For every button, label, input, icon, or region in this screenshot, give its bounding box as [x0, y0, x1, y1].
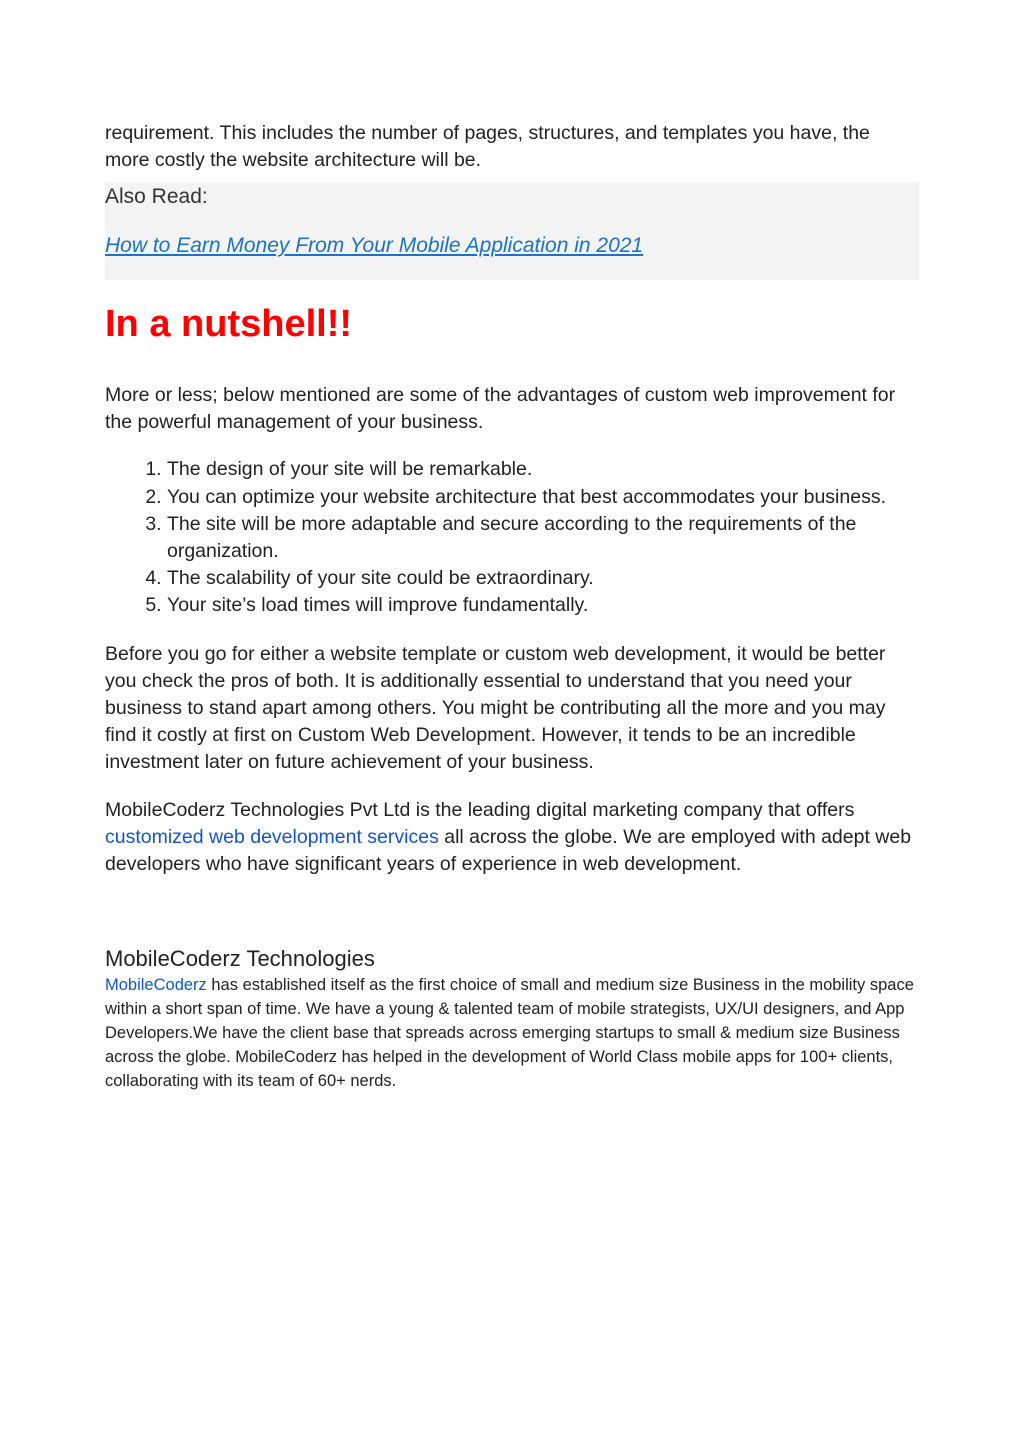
list-item: 4. The scalability of your site could be extraordinary.	[167, 565, 919, 592]
list-item: 5. Your site’s load times will improve fundamentally.	[167, 592, 919, 619]
company-paragraph-text-after: all across the globe. We are employed with adept web developers who have significant years of experience in web development.	[105, 825, 912, 876]
also-read-label: Also Read:	[105, 185, 208, 208]
list-item: 1. The design of your site will be remarkable.	[167, 456, 919, 483]
company-description-text: has established itself as the first choice of small and medium size Business in the mobility space within a short span of time. We have a young & talented team of mobile strategists, UX/UI designers, and App Developers.We have the client base that spreads across emerging startups to small & medium size Business across the globe. MobileCoderz has helped in the development of World Class mobile apps for 100+ clients, collaborating with its team of 60+ nerds.	[105, 976, 914, 1091]
also-read-link[interactable]: How to Earn Money From Your Mobile Application in 2021	[105, 234, 644, 257]
also-read-box	[105, 182, 919, 280]
company-paragraph	[105, 797, 919, 879]
company-description	[105, 973, 919, 1093]
list-item: 2. You can optimize your website architecture that best accommodates your business.	[167, 484, 919, 511]
company-title: MobileCoderz Technologies	[105, 946, 375, 972]
advantages-intro: More or less; below mentioned are some of the advantages of custom web improvement for the powerful management of your business.	[105, 384, 896, 434]
company-paragraph-text-before: MobileCoderz Technologies Pvt Ltd is the leading digital marketing company that offers	[105, 798, 855, 821]
spacer	[105, 898, 919, 945]
list-item: 3. The site will be more adaptable and secure according to the requirements of the organization.	[167, 511, 919, 565]
comparison-paragraph: Before you go for either a website template or custom web development, it would be better you check the pros of both. It is additionally essential to understand that you need your business to stand apart among others. You might be contributing all the more and you may find it costly at first on Custom Web Development. However, it tends to be an incredible investment later on future achievement of your business.	[105, 642, 886, 774]
web-development-services-link[interactable]: customized web development services	[105, 825, 439, 848]
advantages-list	[105, 456, 919, 619]
intro-paragraph: requirement. This includes the number of pages, structures, and templates you have, the more costly the website architecture will be.	[105, 122, 870, 171]
mobilecoderz-link[interactable]: MobileCoderz	[105, 976, 207, 995]
section-heading: In a nutshell!!	[105, 303, 352, 345]
